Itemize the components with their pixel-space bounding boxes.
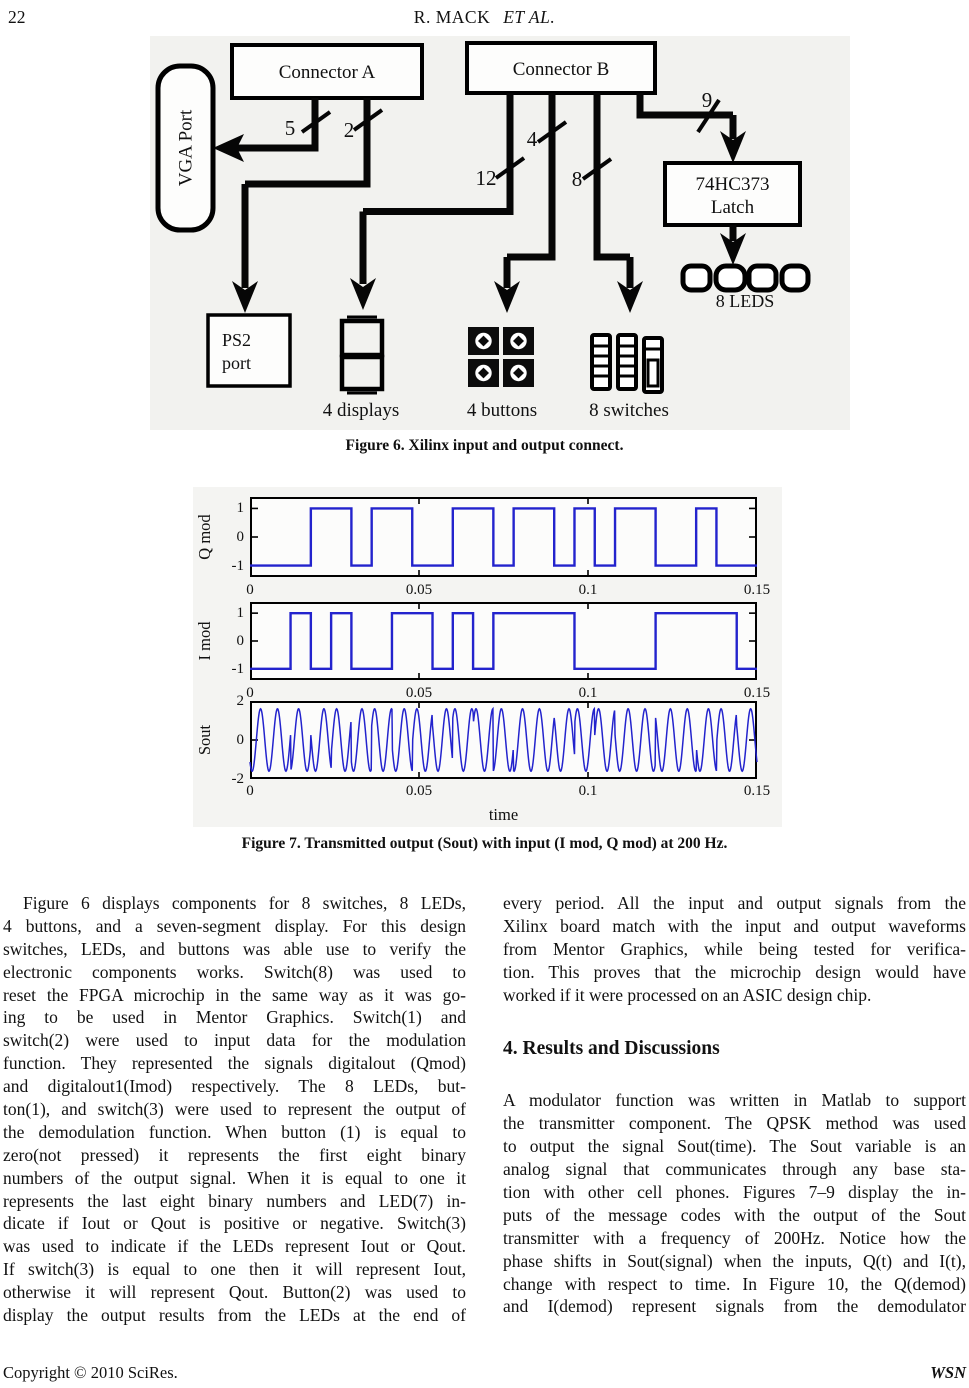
- vga-port-label: VGA Port: [175, 109, 197, 187]
- running-head-etal: ET AL.: [503, 7, 556, 27]
- ps2-port-box: [208, 315, 290, 386]
- x-axis-tick-label: 0.15: [743, 783, 771, 799]
- text-line: phase shifts in Sout(signal) when the inputs, Q(t) and I(t),: [503, 1250, 966, 1271]
- plot-q-mod: [250, 497, 757, 577]
- y-axis-tick-label: -1: [231, 660, 244, 677]
- text-line: 4 buttons, and a seven-segment display. For this design: [3, 915, 466, 936]
- text-line: ing to be used in Mentor Graphics. Switch(1) and: [3, 1007, 466, 1028]
- latch-label-line2: Latch: [710, 197, 755, 218]
- y-axis-label: Q mod: [195, 514, 214, 560]
- text-line: the transmitter component. The QPSK method was used: [503, 1113, 966, 1134]
- bus-width-5: 5: [284, 116, 296, 140]
- text-line: electronic components works. Switch(8) was used to: [3, 961, 466, 982]
- switches-icon: [592, 335, 662, 392]
- text-line: tion. This proves that the microchip design would have: [503, 961, 966, 982]
- y-axis-tick-label: -2: [231, 771, 244, 787]
- y-axis-tick-label: 1: [236, 500, 244, 517]
- text-line: Figure 6 displays components for 8 switches, 8 LEDs,: [23, 893, 466, 913]
- x-axis-tick-label: 0.05: [405, 685, 433, 701]
- x-axis-tick-label: 0.1: [578, 685, 598, 701]
- text-line: change with respect to time. In Figure 10, the Q(demod): [503, 1273, 966, 1294]
- text-line: dicate if Iout or Qout is positive or negative. Switch(3): [3, 1213, 466, 1234]
- buttons-icon: [468, 327, 534, 387]
- figure6-caption: Figure 6. Xilinx input and output connect.: [345, 437, 624, 454]
- text-line: Xilinx board match with the input and output waveforms: [503, 915, 966, 936]
- text-line: represents the last eight binary numbers and LED(7) in-: [3, 1190, 466, 1211]
- bus-width-12: 12: [475, 166, 497, 190]
- x-axis-tick-label: 0.1: [578, 783, 598, 799]
- plot-sout: [250, 701, 757, 779]
- y-axis-tick-label: 1: [236, 605, 244, 622]
- x-axis-tick-label: 0.1: [578, 582, 598, 598]
- page-number: 22: [8, 7, 26, 27]
- x-axis-label: time: [488, 805, 519, 824]
- text-line: ton(1), and switch(3) were used to represent the output of: [3, 1099, 466, 1120]
- text-line: numbers of the output signal. When it is equal to one it: [3, 1167, 466, 1188]
- connector-b-label: Connector B: [512, 59, 610, 80]
- plot-frame: [251, 498, 756, 576]
- text-line: tion with other cell phones. Figures 7–9 display the in-: [503, 1182, 966, 1203]
- running-head: [0, 7, 969, 28]
- y-axis-tick-label: 2: [236, 693, 244, 709]
- x-axis-tick-label: 0.15: [743, 582, 771, 598]
- text-line: puts of the message codes with the output of the Sout: [503, 1204, 966, 1225]
- text-line: function. They represented the signals digitalout (Qmod): [3, 1053, 466, 1074]
- x-axis-tick-label: 0.05: [405, 783, 433, 799]
- y-axis-tick-label: 0: [236, 633, 244, 649]
- plot-frame: [251, 603, 756, 679]
- ps2-label-line2: port: [222, 353, 251, 373]
- figure7-caption: Figure 7. Transmitted output (Sout) with input (I mod, Q mod) at 200 Hz.: [241, 835, 728, 852]
- leds-label: 8 LEDS: [715, 291, 775, 311]
- displays-label: 4 displays: [322, 400, 400, 421]
- text-line: worked if it were processed on an ASIC design chip.: [503, 984, 872, 1005]
- text-line: was used to indicate if the LEDs represent Iout or Qout.: [3, 1236, 466, 1257]
- section-heading: 4. Results and Discussions: [503, 1038, 720, 1060]
- buttons-label: 4 buttons: [466, 400, 538, 421]
- x-axis-tick-label: 0: [246, 582, 254, 598]
- ps2-label-line1: PS2: [222, 330, 252, 350]
- text-line: and digitalout1(Imod) respectively. The 8 LEDs, but-: [3, 1076, 466, 1097]
- y-axis-tick-label: -1: [231, 557, 244, 574]
- text-line: switch(2) were used to input data for the modulation: [3, 1030, 466, 1051]
- text-line: If switch(3) is equal to one then it will represent Iout,: [3, 1259, 466, 1280]
- text-line: transmitter with a frequency of 200Hz. Notice how the: [503, 1227, 966, 1248]
- bus-width-4: 4: [526, 127, 538, 151]
- running-head-author: R. MACK: [413, 7, 491, 27]
- figure6-diagram: [150, 36, 850, 430]
- text-line: to output the signal Sout(time). The Sout variable is an: [503, 1136, 966, 1157]
- latch-label-line1: 74HC373: [695, 174, 770, 195]
- text-line: and I(demod) represent signals from the demodulator: [503, 1296, 966, 1317]
- plot-i-mod: [250, 602, 757, 680]
- text-line: every period. All the input and output signals from the: [503, 893, 966, 913]
- y-axis-tick-label: 0: [236, 529, 244, 545]
- footer-journal: WSN: [930, 1363, 966, 1382]
- bus-width-2: 2: [343, 118, 355, 142]
- bus-width-8: 8: [571, 167, 583, 191]
- x-axis-tick-label: 0.15: [743, 685, 771, 701]
- text-line: otherwise it will represent Qout. Button(2) was used to: [3, 1282, 466, 1303]
- x-axis-tick-label: 0: [246, 783, 254, 799]
- seven-segment-display-icon: [342, 317, 382, 393]
- text-line: from Mentor Graphics, while being tested for verifica-: [503, 938, 966, 959]
- connector-a-label: Connector A: [278, 62, 376, 83]
- x-axis-tick-label: 0: [246, 685, 254, 701]
- text-line: switches, LEDs, and buttons was able use to verify the: [3, 938, 466, 959]
- bus-wires: [236, 93, 733, 288]
- text-line: analog signal that communicates through any base sta-: [503, 1159, 966, 1180]
- x-axis-tick-label: 0.05: [405, 582, 433, 598]
- left-column: [3, 892, 466, 1327]
- text-line: zero(not pressed) it represents the first eight binary: [3, 1144, 466, 1165]
- y-axis-label: Sout: [195, 724, 214, 756]
- y-axis-label: I mod: [195, 621, 214, 661]
- bus-width-9: 9: [701, 88, 713, 112]
- right-column: [503, 892, 966, 1318]
- text-line: the demodulation function. When button (1) is equal to: [3, 1121, 466, 1142]
- leds-icon: [683, 266, 808, 290]
- footer-copyright: Copyright © 2010 SciRes.: [3, 1363, 178, 1382]
- y-axis-tick-label: 0: [236, 732, 244, 748]
- text-line: reset the FPGA microchip in the same way as it was go-: [3, 984, 466, 1005]
- switches-label: 8 switches: [589, 400, 669, 421]
- text-line: A modulator function was written in Matlab to support: [503, 1090, 966, 1111]
- text-line: display the output results from the LEDs at the end of: [3, 1305, 466, 1326]
